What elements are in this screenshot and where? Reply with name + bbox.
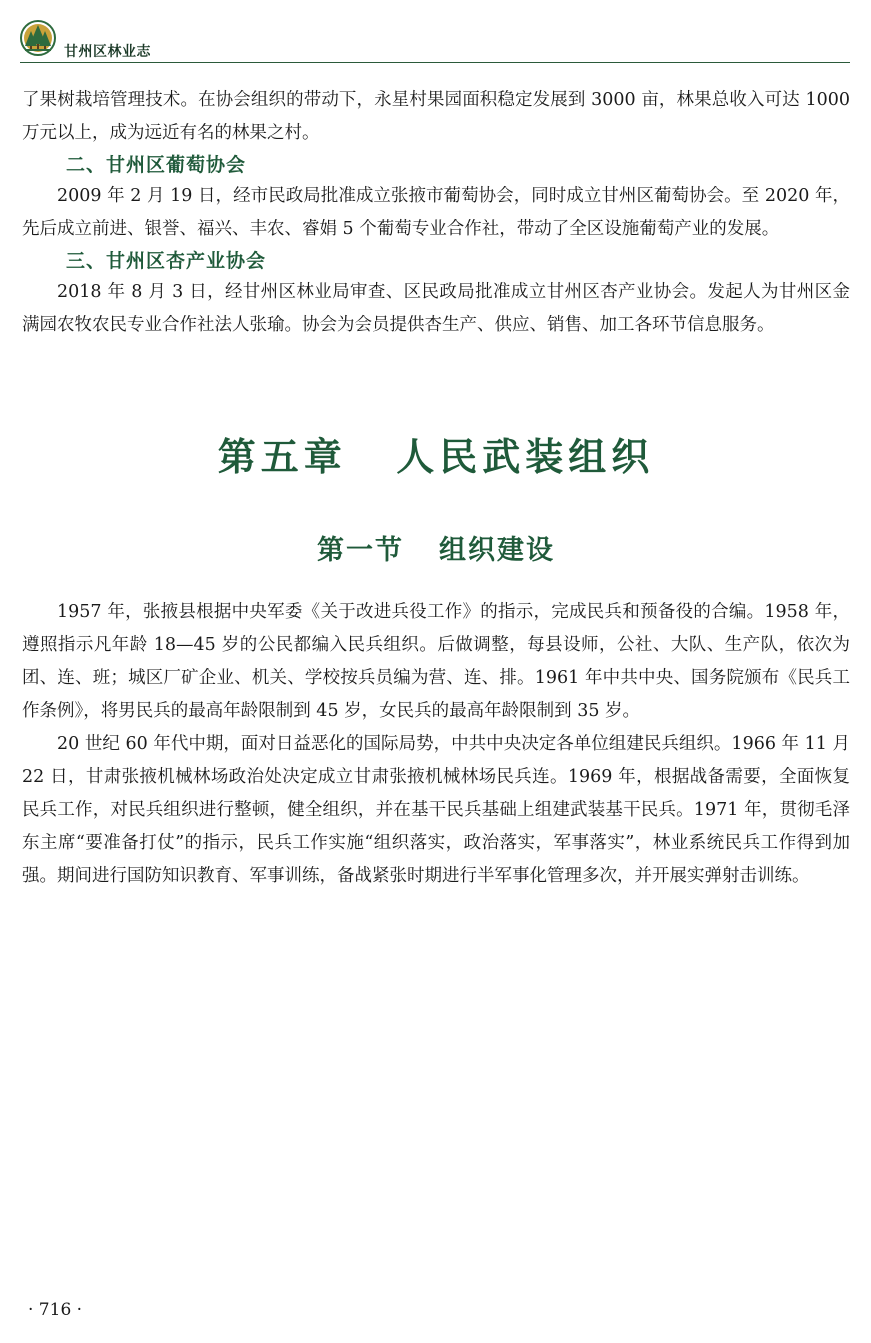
chapter-number: 第五章 <box>217 435 347 479</box>
section-name: 组织建设 <box>439 535 556 566</box>
chapter-name: 人民武装组织 <box>396 435 655 479</box>
apricot-association-paragraph: 2018 年 8 月 3 日，经甘州区林业局审查、区民政局批准成立甘州区杏产业协会。发起人为甘州区金满园农牧农民专业合作社法人张瑜。协会为会员提供杏生产、供应、销售、加工各环节信息服务。 <box>22 282 850 335</box>
subsection-heading-grape-association: 二、甘州区葡萄协会 <box>66 154 247 176</box>
subsection-heading-apricot-association: 三、甘州区杏产业协会 <box>66 250 267 272</box>
book-title: 甘州区林业志 <box>64 44 151 60</box>
section-number: 第一节 <box>316 535 404 566</box>
running-header <box>20 20 850 64</box>
header-divider <box>20 62 850 63</box>
section-title <box>22 534 850 568</box>
body-paragraph: 20 世纪 60 年代中期，面对日益恶化的国际局势，中共中央决定各单位组建民兵组织。1966 年 11 月 22 日，甘肃张掖机械林场政治处决定成立甘肃张掖机械林场民兵连。1969 年，根据战备需要，全面恢复民兵工作，对民兵组织进行整顿，健全组织，并在基干民兵基础上组建武装基干民兵。1971 年，贯彻毛泽东主席“要准备打仗”的指示，民兵工作实施“组织落实，政治落实，军事落实”，林业系统民兵工作得到加强。期间进行国防知识教育、军事训练，备战紧张时期进行半军事化管理多次，并开展实弹射击训练。 <box>22 734 850 886</box>
forest-logo-icon <box>20 20 56 56</box>
continued-paragraph: 了果树栽培管理技术。在协会组织的带动下，永星村果园面积稳定发展到 3000 亩，林果总收入可达 1000 万元以上，成为远近有名的林果之村。 <box>22 90 850 143</box>
grape-association-paragraph: 2009 年 2 月 19 日，经市民政局批准成立张掖市葡萄协会，同时成立甘州区葡萄协会。至 2020 年，先后成立前进、银誉、福兴、丰农、睿娟 5 个葡萄专业合作社，带动了全区设施葡萄产业的发展。 <box>22 186 850 239</box>
body-paragraph: 1957 年，张掖县根据中央军委《关于改进兵役工作》的指示，完成民兵和预备役的合编。1958 年，遵照指示凡年龄 18—45 岁的公民都编入民兵组织。后做调整，每县设师，公社、大队、生产队，依次为团、连、班；城区厂矿企业、机关、学校按兵员编为营、连、排。1961 年中共中央、国务院颁布《民兵工作条例》，将男民兵的最高年龄限制到 45 岁，女民兵的最高年龄限制到 35 岁。 <box>22 602 850 721</box>
page-body <box>22 84 850 893</box>
page-number: · 716 · <box>28 1300 83 1320</box>
chapter-title <box>22 434 850 480</box>
